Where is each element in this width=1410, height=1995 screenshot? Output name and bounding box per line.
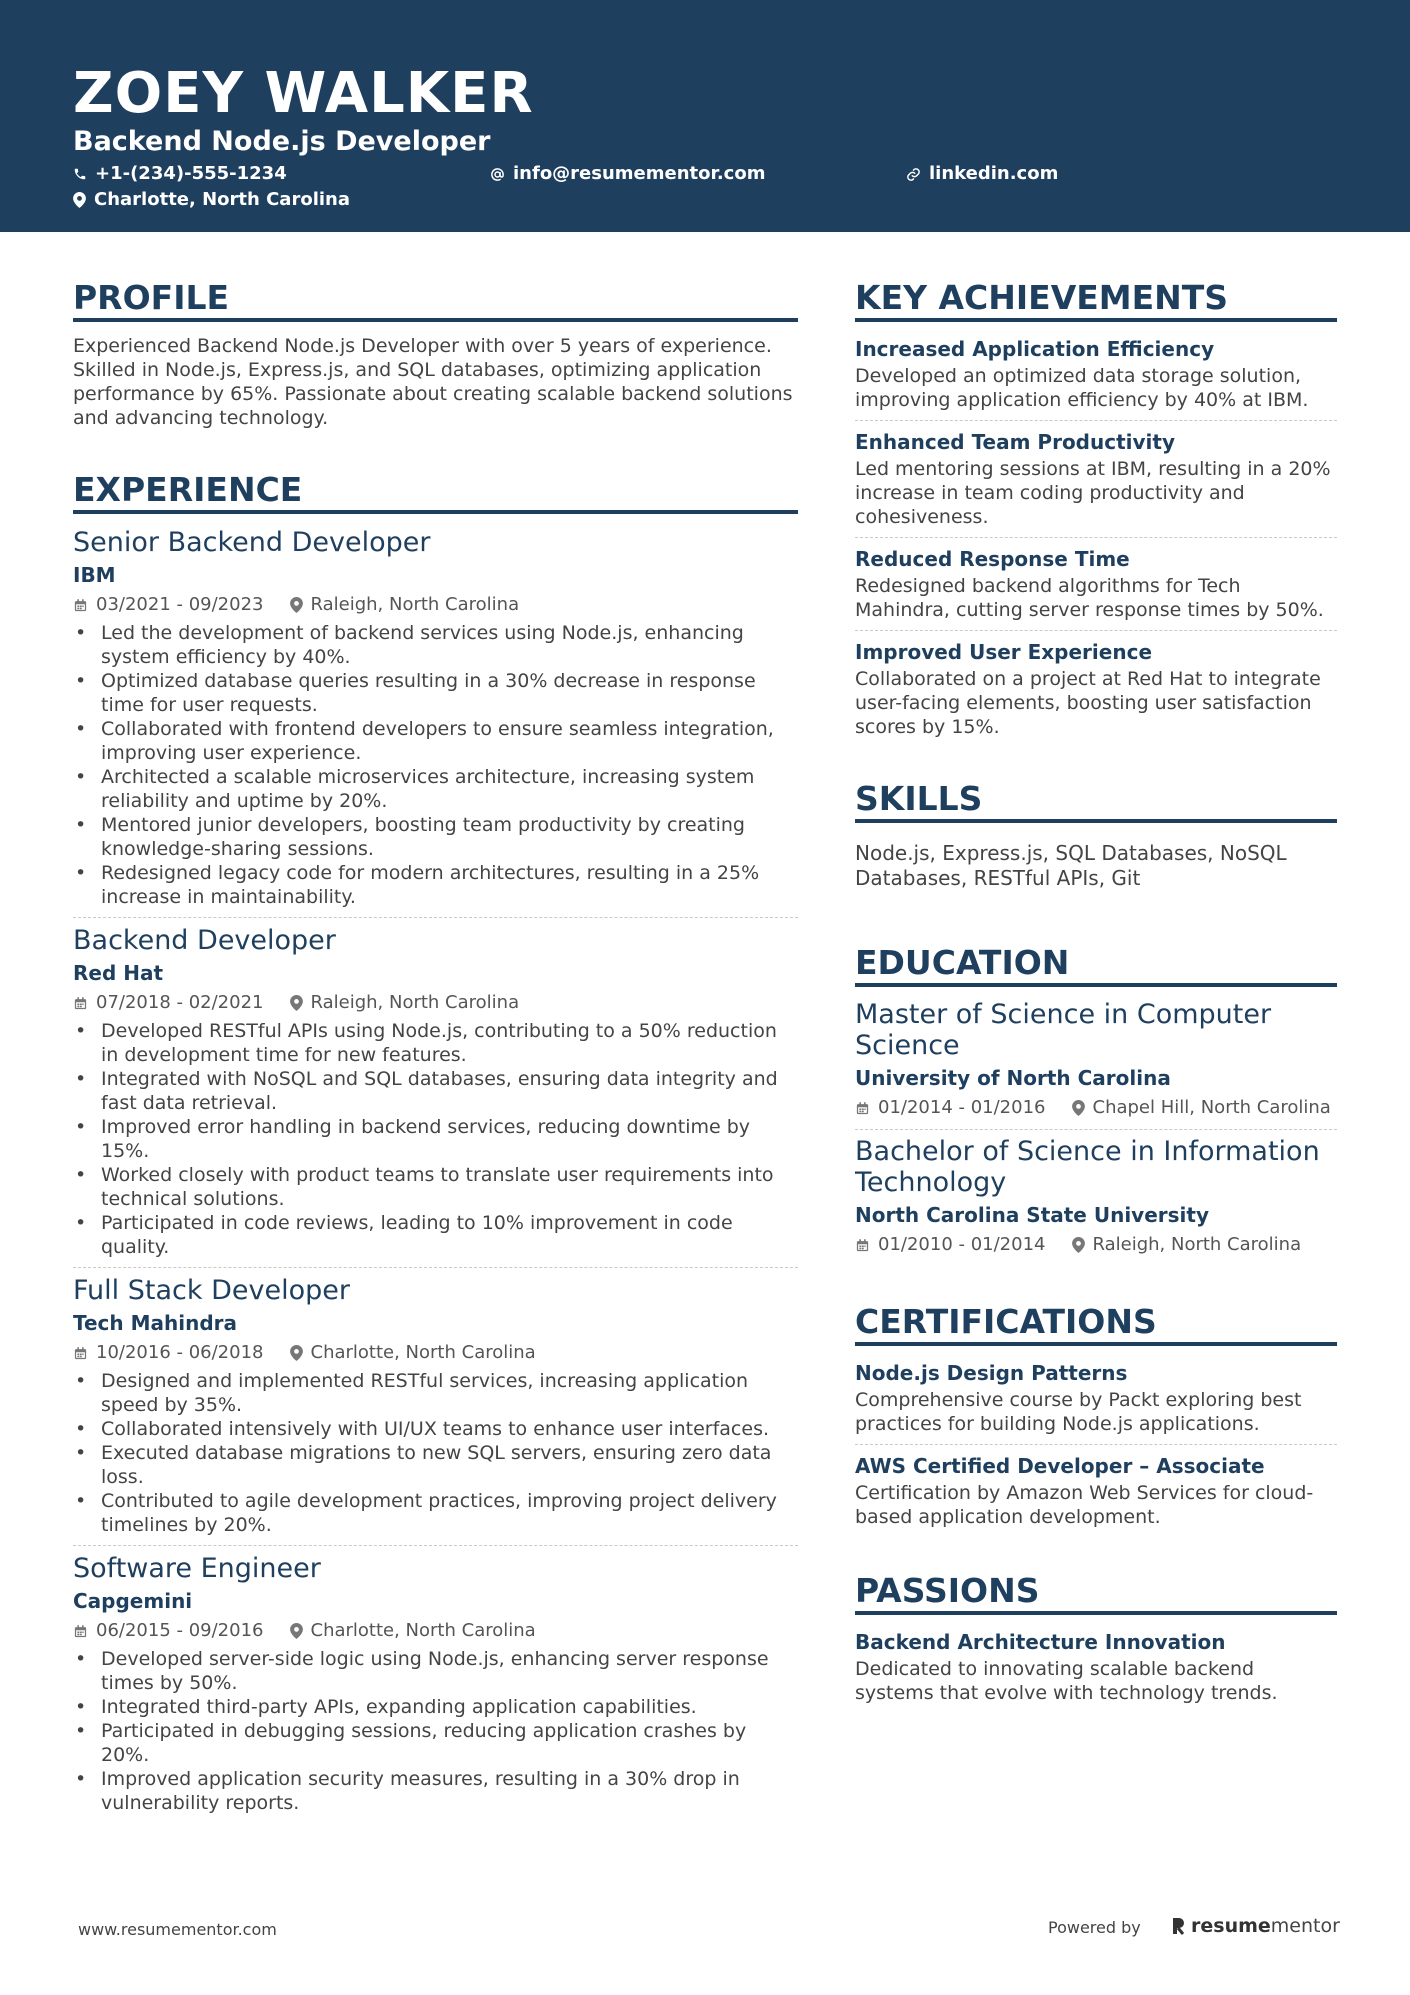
bullet-item: • Optimized database queries resulting in a 30% decrease in response time for user requests.	[73, 669, 798, 717]
location-pin-icon	[1072, 1100, 1085, 1116]
date-text: 10/2016 - 06/2018	[96, 1342, 264, 1363]
location-pin-icon	[290, 995, 303, 1011]
location-text: Charlotte, North Carolina	[310, 1620, 536, 1641]
bullet-item: • Redesigned legacy code for modern architectures, resulting in a 25% increase in maintainability.	[73, 861, 798, 909]
candidate-name: ZOEY WALKER	[73, 61, 534, 126]
achievement-item	[855, 427, 1337, 529]
meta-row	[855, 1095, 1337, 1121]
bullet-item: • Mentored junior developers, boosting team productivity by creating knowledge-sharing sessions.	[73, 813, 798, 861]
location	[290, 1340, 536, 1366]
divider	[855, 630, 1337, 631]
job-entry	[73, 526, 798, 909]
divider	[73, 1545, 798, 1546]
divider	[73, 917, 798, 918]
certifications-heading: CERTIFICATIONS	[855, 1302, 1337, 1346]
meta-row	[73, 990, 798, 1016]
contact-linkedin[interactable]	[906, 162, 1058, 186]
location	[1072, 1232, 1302, 1258]
job-entry	[73, 1552, 798, 1815]
brand-bold-text: resume	[1191, 1915, 1271, 1937]
meta-row	[73, 592, 798, 618]
job-title: Software Engineer	[73, 1553, 321, 1584]
degree: Bachelor of Science in Information Technology	[855, 1136, 1320, 1198]
profile-heading: PROFILE	[73, 278, 798, 322]
date-text: 06/2015 - 09/2016	[96, 1620, 264, 1641]
date-range	[855, 1232, 1046, 1258]
company-name: Red Hat	[73, 961, 164, 985]
company-name: IBM	[73, 563, 116, 587]
experience-list	[73, 526, 798, 1815]
date-range	[73, 990, 264, 1016]
calendar-icon	[855, 1101, 870, 1116]
passions-heading: PASSIONS	[855, 1571, 1337, 1615]
location-pin-icon	[290, 1345, 303, 1361]
date-text: 01/2014 - 01/2016	[878, 1097, 1046, 1118]
date-range	[73, 1618, 264, 1644]
bullet-item: • Participated in code reviews, leading to 10% improvement in code quality.	[73, 1211, 798, 1259]
job-bullets	[73, 621, 798, 909]
date-range	[73, 592, 264, 618]
bullet-item: • Collaborated with frontend developers to ensure seamless integration, improving user experience.	[73, 717, 798, 765]
achievement-item	[855, 334, 1337, 412]
achievement-title: Increased Application Efficiency	[855, 337, 1215, 361]
skills-text: Node.js, Express.js, SQL Databases, NoSQL Databases, RESTful APIs, Git	[855, 841, 1287, 890]
certification-item	[855, 1451, 1337, 1529]
education-item	[855, 999, 1337, 1121]
bullet-item: • Developed RESTful APIs using Node.js, contributing to a 50% reduction in development time for new features.	[73, 1019, 798, 1067]
left-column	[73, 278, 798, 1815]
divider	[855, 1444, 1337, 1445]
location	[1072, 1095, 1331, 1121]
certification-desc: Comprehensive course by Packt exploring best practices for building Node.js applications.	[855, 1389, 1302, 1435]
calendar-icon	[73, 1346, 88, 1361]
achievement-item	[855, 544, 1337, 622]
bullet-item: • Integrated with NoSQL and SQL databases, ensuring data integrity and fast data retrieval.	[73, 1067, 798, 1115]
location-pin-icon	[73, 192, 86, 208]
passion-item	[855, 1627, 1337, 1705]
contact-phone[interactable]	[73, 162, 287, 186]
at-icon	[490, 167, 505, 182]
certification-title: Node.js Design Patterns	[855, 1361, 1128, 1385]
company-name: Capgemini	[73, 1589, 193, 1613]
achievement-title: Reduced Response Time	[855, 547, 1130, 571]
phone-icon	[73, 167, 87, 181]
date-text: 07/2018 - 02/2021	[96, 992, 264, 1013]
bullet-item: • Worked closely with product teams to translate user requirements into technical solutions.	[73, 1163, 798, 1211]
right-column	[855, 278, 1337, 1705]
phone-text: +1-(234)-555-1234	[95, 163, 287, 184]
achievement-item	[855, 637, 1337, 739]
achievement-desc: Collaborated on a project at Red Hat to integrate user-facing elements, boosting user satisfaction scores by 15%.	[855, 668, 1321, 738]
linkedin-text: linkedin.com	[929, 163, 1059, 184]
meta-row	[73, 1618, 798, 1644]
certification-desc: Certification by Amazon Web Services for cloud-based application development.	[855, 1482, 1314, 1528]
divider	[855, 1129, 1337, 1130]
location-text: Charlotte, North Carolina	[310, 1342, 536, 1363]
bullet-item: • Improved application security measures, resulting in a 30% drop in vulnerability reports.	[73, 1767, 798, 1815]
calendar-icon	[73, 996, 88, 1011]
certifications-list	[855, 1358, 1337, 1529]
date-range	[855, 1095, 1046, 1121]
profile-text: Experienced Backend Node.js Developer with over 5 years of experience. Skilled in Node.js, Express.js, and SQL databases, optimizing application performance by 65%. Passionate about creating scalable backend solutions and advancing technology.	[73, 335, 793, 429]
location-pin-icon	[290, 597, 303, 613]
degree: Master of Science in Computer Science	[855, 999, 1272, 1061]
job-title: Full Stack Developer	[73, 1275, 350, 1306]
footer-brand-logo[interactable]	[1170, 1914, 1340, 1938]
school: North Carolina State University	[855, 1203, 1209, 1227]
job-entry	[73, 924, 798, 1259]
certification-item	[855, 1358, 1337, 1436]
divider	[855, 420, 1337, 421]
bullet-item: • Contributed to agile development practices, improving project delivery timelines by 20%.	[73, 1489, 798, 1537]
job-bullets	[73, 1369, 798, 1537]
candidate-title: Backend Node.js Developer	[73, 126, 491, 157]
achievement-desc: Redesigned backend algorithms for Tech Mahindra, cutting server response times by 50%.	[855, 575, 1324, 621]
certification-title: AWS Certified Developer – Associate	[855, 1454, 1265, 1478]
achievement-desc: Led mentoring sessions at IBM, resulting in a 20% increase in team coding productivity and cohesiveness.	[855, 458, 1331, 528]
job-bullets	[73, 1647, 798, 1815]
job-title: Backend Developer	[73, 925, 336, 956]
bullet-item: • Executed database migrations to new SQL servers, ensuring zero data loss.	[73, 1441, 798, 1489]
location-text: Charlotte, North Carolina	[94, 189, 350, 210]
passion-title: Backend Architecture Innovation	[855, 1630, 1226, 1654]
link-icon	[906, 167, 921, 182]
location	[290, 1618, 536, 1644]
location-text: Raleigh, North Carolina	[310, 594, 520, 615]
meta-row	[855, 1232, 1337, 1258]
brand-light-text: mentor	[1270, 1915, 1340, 1937]
date-text: 03/2021 - 09/2023	[96, 594, 264, 615]
resumementor-logo-icon	[1170, 1916, 1186, 1936]
bullet-item: • Collaborated intensively with UI/UX teams to enhance user interfaces.	[73, 1417, 798, 1441]
bullet-item: • Led the development of backend services using Node.js, enhancing system efficiency by 40%.	[73, 621, 798, 669]
footer-url[interactable]: www.resumementor.com	[78, 1920, 277, 1939]
bullet-item: • Integrated third-party APIs, expanding application capabilities.	[73, 1695, 798, 1719]
divider	[855, 537, 1337, 538]
passion-desc: Dedicated to innovating scalable backend systems that evolve with technology trends.	[855, 1658, 1278, 1704]
achievement-title: Enhanced Team Productivity	[855, 430, 1175, 454]
bullet-item: • Participated in debugging sessions, reducing application crashes by 20%.	[73, 1719, 798, 1767]
passions-list	[855, 1627, 1337, 1705]
calendar-icon	[855, 1238, 870, 1253]
achievement-desc: Developed an optimized data storage solution, improving application efficiency by 40% at IBM.	[855, 365, 1309, 411]
date-text: 01/2010 - 01/2014	[878, 1234, 1046, 1255]
location-text: Raleigh, North Carolina	[1092, 1234, 1302, 1255]
job-bullets	[73, 1019, 798, 1259]
location	[290, 990, 520, 1016]
date-range	[73, 1340, 264, 1366]
location-text: Chapel Hill, North Carolina	[1092, 1097, 1331, 1118]
achievements-heading: KEY ACHIEVEMENTS	[855, 278, 1337, 322]
achievement-title: Improved User Experience	[855, 640, 1153, 664]
school: University of North Carolina	[855, 1066, 1171, 1090]
location-pin-icon	[290, 1623, 303, 1639]
calendar-icon	[73, 1624, 88, 1639]
bullet-item: • Designed and implemented RESTful services, increasing application speed by 35%.	[73, 1369, 798, 1417]
meta-row	[73, 1340, 798, 1366]
achievements-list	[855, 334, 1337, 739]
bullet-item: • Developed server-side logic using Node.js, enhancing server response times by 50%.	[73, 1647, 798, 1695]
education-item	[855, 1136, 1337, 1258]
resume-header	[0, 0, 1410, 232]
job-entry	[73, 1274, 798, 1537]
location-text: Raleigh, North Carolina	[310, 992, 520, 1013]
email-text: info@resumementor.com	[513, 163, 766, 184]
divider	[73, 1267, 798, 1268]
experience-heading: EXPERIENCE	[73, 470, 798, 514]
contact-location	[73, 188, 350, 212]
skills-heading: SKILLS	[855, 779, 1337, 823]
job-title: Senior Backend Developer	[73, 527, 431, 558]
contact-email[interactable]	[490, 162, 765, 186]
location-pin-icon	[1072, 1237, 1085, 1253]
education-list	[855, 999, 1337, 1258]
company-name: Tech Mahindra	[73, 1311, 238, 1335]
location	[290, 592, 520, 618]
bullet-item: • Architected a scalable microservices architecture, increasing system reliability and uptime by 20%.	[73, 765, 798, 813]
footer-powered-by: Powered by	[1048, 1918, 1141, 1937]
education-heading: EDUCATION	[855, 943, 1337, 987]
bullet-item: • Improved error handling in backend services, reducing downtime by 15%.	[73, 1115, 798, 1163]
calendar-icon	[73, 598, 88, 613]
